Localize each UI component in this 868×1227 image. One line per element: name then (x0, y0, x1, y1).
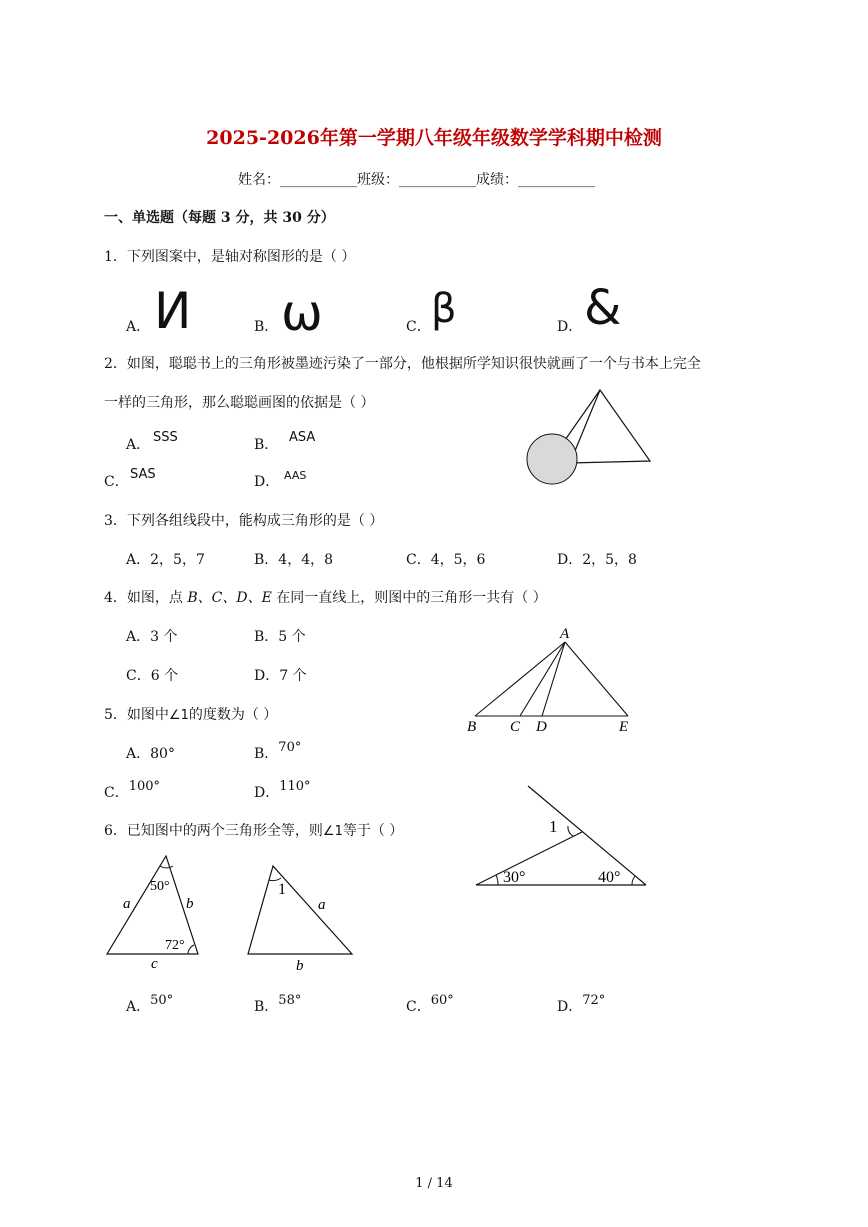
q6-tri1-side-c: c (151, 956, 158, 972)
question-6-text (104, 820, 403, 840)
q2-option-b-content: ASA (289, 430, 316, 445)
q2-option-a-content: SSS (153, 430, 178, 445)
q4-option-a (126, 626, 177, 646)
q2-option-c-content: SAS (130, 467, 156, 482)
question-2-line-1: 2．如图，聪聪书上的三角形被墨迹污染了一部分，他根据所学知识很快就画了一个与书本上完全 (104, 356, 701, 372)
q6-option-a-letter: A． (126, 999, 151, 1015)
q6-tri1-angle-bottom: 72° (165, 938, 185, 953)
q5-option-a-letter: A． (126, 746, 151, 762)
q3-option-c-content: 4，5，6 (430, 552, 486, 568)
q5-angle-figure (470, 782, 655, 892)
class-blank: ___________ (399, 172, 476, 188)
q5-label-30: 30° (503, 869, 526, 886)
q6-tri1-angle-top: 50° (150, 879, 170, 894)
q6-option-b-content: 58° (278, 993, 302, 1008)
q4-triangle-figure (460, 622, 640, 737)
q6-triangle-2 (248, 866, 352, 954)
q3-option-b-content: 4，4，8 (278, 552, 334, 568)
q3-option-d-letter: D． (557, 552, 583, 568)
q4-segment-ac (520, 642, 565, 716)
q6-option-d (557, 993, 606, 1016)
page-number: 1 / 14 (415, 1176, 453, 1191)
question-3-text: 3．下列各组线段中，能构成三角形的是（ ） (104, 513, 384, 529)
q1-option-b-letter: B． (254, 319, 279, 335)
q5-angle-40-arc (632, 876, 635, 885)
q5-option-b-content: 70° (278, 740, 302, 755)
q4-segment-ae (565, 642, 628, 716)
q4-label-d: D (536, 719, 547, 735)
q4-option-b (254, 626, 306, 646)
q5-option-d (254, 779, 311, 802)
q5-text-post: 的度数为（ ） (188, 707, 278, 723)
q6-option-c-letter: C． (406, 999, 431, 1015)
q6-angle-symbol: ∠1 (322, 824, 343, 839)
q3-option-c (406, 549, 485, 569)
q1-option-c-symbol: β (431, 286, 457, 332)
name-blank: ___________ (280, 172, 357, 188)
name-label: 姓名： (238, 172, 280, 188)
question-2-line-2: 一样的三角形，那么聪聪画图的依据是（ ） (104, 395, 375, 411)
q2-triangle (570, 390, 650, 463)
q5-angle-symbol: ∠1 (168, 708, 189, 723)
q5-option-c-letter: C． (104, 785, 129, 801)
q4-option-c (126, 665, 178, 685)
q6-tri1-side-b: b (186, 896, 194, 912)
q2-option-c-letter: C． (104, 474, 129, 490)
q6-text-pre: 6．已知图中的两个三角形全等，则 (104, 823, 323, 839)
q1-option-d-letter: D． (557, 319, 583, 335)
q6-option-d-letter: D． (557, 999, 583, 1015)
q2-option-b-letter: B． (254, 437, 279, 453)
q4-option-b-letter: B． (254, 629, 279, 645)
q4-segment-ad (542, 642, 565, 716)
score-blank: ___________ (518, 172, 595, 188)
q6-tri2-side-b: b (296, 958, 304, 974)
q2-option-a-letter: A． (126, 437, 151, 453)
q6-option-b-letter: B． (254, 999, 279, 1015)
q4-segment-ab (475, 642, 565, 716)
q3-option-b (254, 549, 333, 569)
question-4-text (104, 587, 547, 607)
q4-label-b: B (467, 719, 477, 735)
q1-option-a-symbol: И (154, 282, 192, 340)
q5-left-side (476, 832, 582, 885)
q6-triangle-2-figure (240, 858, 360, 978)
q1-option-d-symbol: & (584, 280, 622, 336)
q3-option-d (557, 549, 637, 569)
q3-option-c-letter: C． (406, 552, 431, 568)
q4-option-b-content: 5 个 (278, 629, 306, 645)
question-5-text (104, 704, 277, 724)
question-1-text: 1．下列图案中，是轴对称图形的是（ ） (104, 249, 356, 265)
q3-option-b-letter: B． (254, 552, 279, 568)
q5-transversal-line (528, 786, 646, 885)
q6-option-c-content: 60° (430, 993, 454, 1008)
q6-option-a-content: 50° (150, 993, 174, 1008)
q4-points: B、C、D、E (187, 590, 272, 606)
q4-option-a-content: 3 个 (150, 629, 178, 645)
q3-option-d-content: 2，5，8 (582, 552, 637, 568)
q4-option-c-letter: C． (126, 668, 151, 684)
section-heading: 一、单选题（每题 3 分，共 30 分） (104, 210, 335, 226)
q2-option-d-letter: D． (254, 474, 280, 490)
q5-option-a (126, 743, 175, 763)
q5-label-1: 1 (549, 817, 558, 836)
page-title: 2025-2026年第一学期八年级年级数学学科期中检测 (206, 127, 662, 149)
q2-option-d-content: AAS (284, 469, 307, 482)
q3-option-a-letter: A． (126, 552, 151, 568)
q3-option-a (126, 549, 205, 569)
q1-option-b-symbol: ω (281, 284, 323, 342)
q6-tri2-label-1: 1 (278, 881, 286, 898)
q4-text-pre: 4．如图，点 (104, 590, 188, 606)
q6-option-c (406, 993, 454, 1016)
student-info-line (238, 169, 595, 189)
q5-option-c (104, 779, 161, 802)
q1-option-a-letter: A． (126, 319, 151, 335)
q5-angle-30-arc (496, 875, 498, 885)
class-label: 班级： (357, 172, 399, 188)
q4-option-d (254, 665, 307, 685)
q4-option-d-content: 7 个 (279, 668, 307, 684)
q4-option-c-content: 6 个 (150, 668, 179, 684)
score-label: 成绩： (476, 172, 518, 188)
q6-text-post: 等于（ ） (342, 823, 404, 839)
q5-option-c-content: 100° (128, 779, 161, 794)
q5-angle-1-arc (568, 826, 573, 836)
q4-text-post: 在同一直线上，则图中的三角形一共有（ ） (271, 590, 547, 606)
q1-option-c-letter: C． (406, 319, 431, 335)
q6-triangle-1-figure (100, 850, 210, 975)
q6-option-b (254, 993, 302, 1016)
q5-option-a-content: 80° (150, 746, 175, 762)
q5-label-40: 40° (598, 869, 621, 886)
q4-option-d-letter: D． (254, 668, 280, 684)
q5-option-d-content: 110° (279, 779, 311, 794)
q2-ink-triangle-figure (520, 385, 660, 490)
q5-option-d-letter: D． (254, 785, 280, 801)
q6-tri2-side-a: a (318, 897, 326, 913)
q5-option-b (254, 740, 302, 763)
q5-option-b-letter: B． (254, 746, 279, 762)
q6-tri1-side-a: a (123, 896, 131, 912)
q4-option-a-letter: A． (126, 629, 151, 645)
q4-label-c: C (510, 719, 521, 735)
q2-ink-blob (527, 434, 577, 484)
q6-tri1-bottom-arc (188, 945, 194, 954)
q4-label-a: A (560, 626, 570, 642)
q5-text-pre: 5．如图中 (104, 707, 169, 723)
q6-option-a (126, 993, 174, 1016)
q6-option-d-content: 72° (582, 993, 606, 1008)
q4-label-e: E (619, 719, 629, 735)
q6-tri1-top-arc (160, 866, 173, 868)
q3-option-a-content: 2，5，7 (150, 552, 205, 568)
